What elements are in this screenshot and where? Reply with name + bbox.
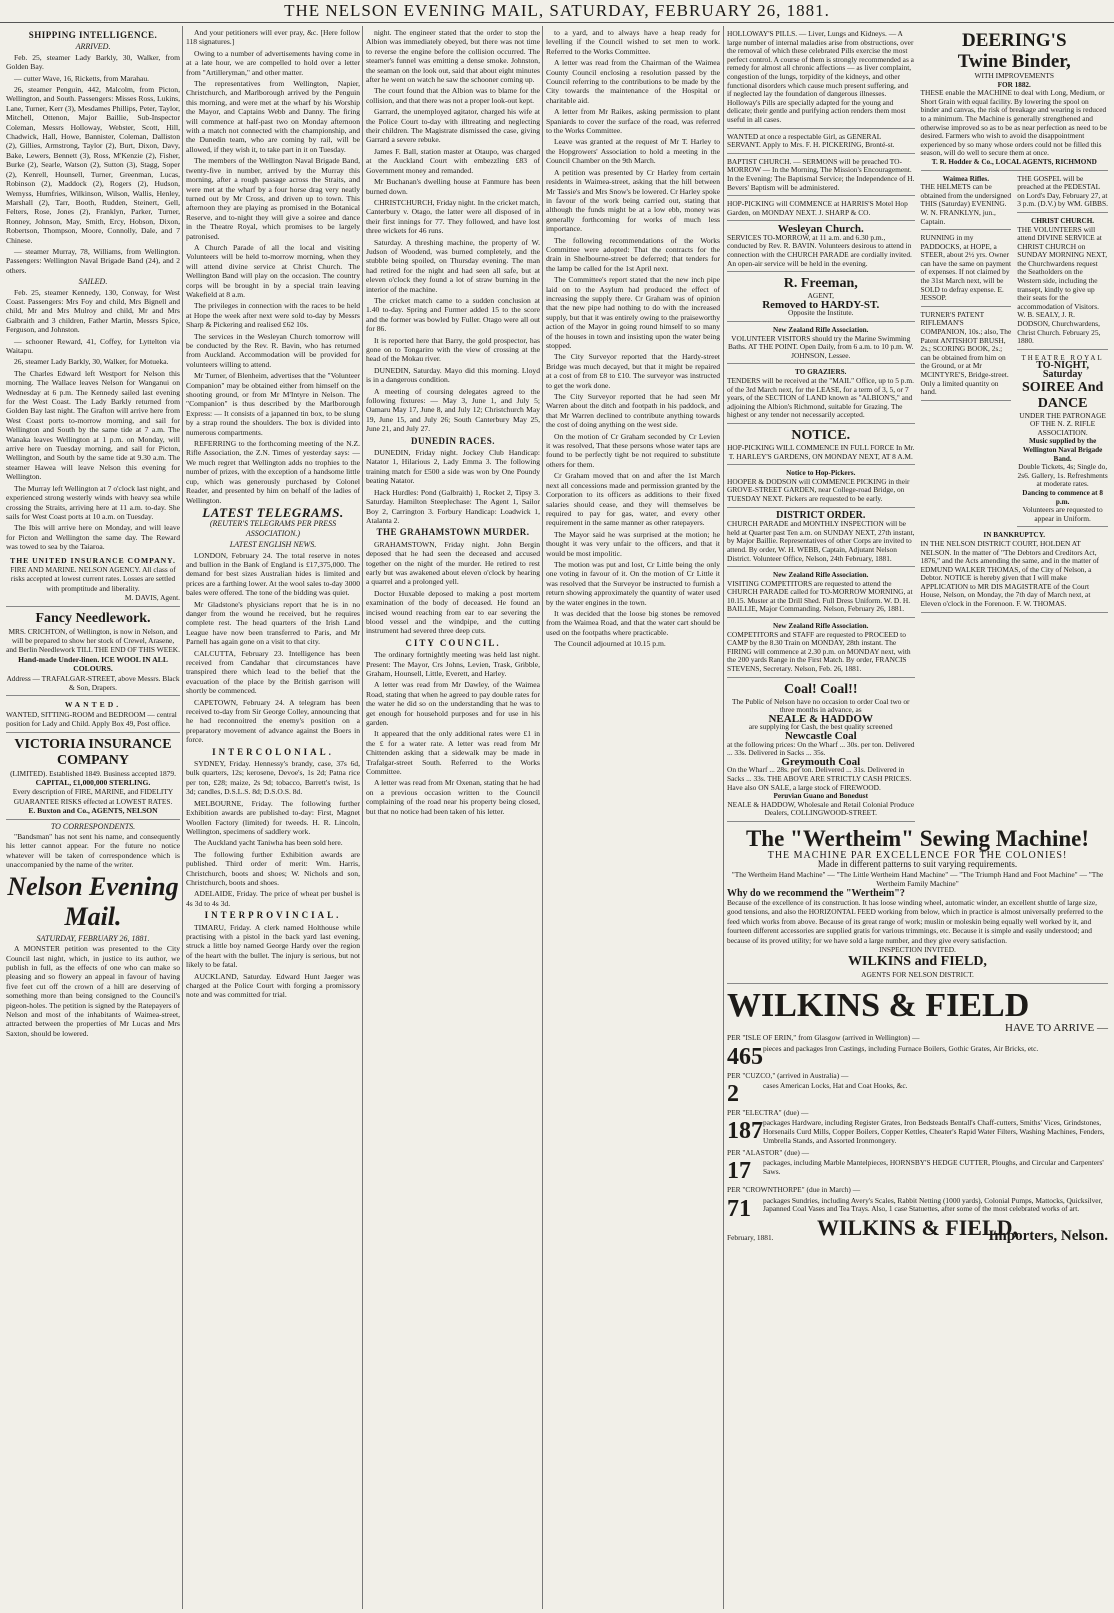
advert-paddocks [921,232,1012,307]
paragraph: The cricket match came to a sudden conclusion at 1.40 to-day. Spring and Furmer added 15 to the score and the former was bowled by Fuller. Otago were all out for 86. [366,295,540,334]
section-heading: CITY COUNCIL. [405,637,501,648]
paragraph: It is reported here that Barry, the gold prospector, has gone on to Tongariro with the view of crossing at the head of the Mokau river. [366,335,540,364]
advert-title: TO GRAZIERS. [795,368,847,377]
advert-body: Opposite the Institute. [788,308,854,318]
paragraph: night. The engineer stated that the order to stop the Albion was immediately obeyed, but there was not time to reverse the engine before the collision occurred. The steamer's funnel was emitting a dense smoke. Johnston, the seaman on the look out, said that about eight minutes after he went on watch he saw the schooner coming up. [366,28,540,85]
paragraph: The members of the Wellington Naval Brigade Band, twenty-five in number, arrived by the Murray this morning, after a rough passage across the Straits, and were met at the wharf by a four horse drag very neatly turned out by Mr Cross, and driven up to town. This afternoon they are playing as promised in the Botanical Reserve, and to-night they will give a soiree and dance in the Theatre Royal, which promises to be largely patronised. [186,156,360,241]
advert-title: VICTORIA INSURANCE COMPANY [14,736,172,768]
advert-deering [921,28,1109,171]
advert-title: Fancy Needlework. [35,610,151,626]
advert-title: NOTICE. [791,427,851,443]
paragraph: James F. Ball, station master at Otaupo, was charged at the Auckland Court with embezzling £83 of Government money and remanded. [366,146,540,175]
advert-body: AGENT, [807,291,834,301]
paragraph: A Church Parade of all the local and visiting Volunteers will be held to-morrow morning, when they will attend divine service at Christ Church. The Wellington Band will play on the occasion. The country corps will be brought in by a special train leaving Wakefield at 8 a.m. [186,242,360,299]
paragraph: GRAHAMSTOWN, Friday night. John Bergin deposed that he had seen the deceased and accused together on the night of the murder. He retired to rest early but was awakened about eleven o'clock by hearing a quarrel and a prolonged yell. [366,539,540,587]
advert-body: HOOPER & DODSON will COMMENCE PICKING in their GROVE-STREET GARDEN, near College-road Bridge, on TUESDAY NEXT. Pickers are requested to be early. [727,476,910,503]
advert-wertheim [727,824,1108,984]
paragraph: The Mayor said he was surprised at the motion; he thought it was very unfair to the officers, and that it would be most impolitic. [546,529,720,558]
advert-footer: Importers, Nelson. [988,1228,1108,1245]
advert-title: New Zealand Rifle Association. [773,571,869,580]
shipment-desc: cases American Locks, Hat and Coat Hooks, &c. [763,1081,908,1091]
advert-body: THESE enable the MACHINE to deal with Long, Medium, or Short Grain with equal facility. By lowering the spool on binder and canvas, the risk of breakage and wearing is reduced to a minimum. The Machine is generally strengthened and otherwise improved so as to be as near perfection as need to be desired. Farmers who wish to avoid the disappointment experienced by so many whose orders could not be filled this season, will do well to secure them at once. [920,88,1107,158]
shipment-count: 187 [727,1118,763,1145]
paragraph: A letter was read from Mr Oxenan, stating that he had on a previous occasion written to the Council complaining of the road near his property being closed, but that no notice had been taken of his letter. [366,778,540,816]
shipment-heading: PER "CUZCO," (arrived in Australia) — [727,1070,849,1080]
advert-title: DEERING'S [961,30,1067,51]
advert-models: "The Wertheim Hand Machine" — "The Little Wertheim Hand Machine" — "The Triumph Hand and Foot Machine" — "The Wertheim Family Machine" [731,869,1104,889]
advert-turner [921,309,1012,401]
advert-gospel [1017,173,1108,213]
paragraph: Feb. 25, steamer Kennedy, 130, Conway, for West Coast. Passengers: Mrs Foy and child, Mrs Bignell and child, Mr and Mrs Mulroy and child, Mr and Mrs Galbraith and 3 children, Father Martin, Messrs Spice, Ferguson, and Johnston. [6,287,180,335]
paragraph: It appeared that the only additional rates were £1 in the £ for a water rate. A letter was read from Mr Chittenden asking that a sidewalk may be made in Trafalgar-street South. Referred to the Works Committee. [366,729,540,777]
advert-body: TENDERS will be received at the "MAIL" Office, up to 5 p.m. of the 3rd March next, for the LEASE, for a term of 3, 5, or 7 years, of the SECTION of LAND known as "ALBION'S," and adjoining the Albion's Richmond, suitable for Grazing. The highest or any tender not necessarily accepted. [727,376,914,420]
section-heading: DUNEDIN RACES. [410,435,495,446]
advert-body: FIRE AND MARINE. NELSON AGENCY. All class of risks accepted at lowest current rates. Losses are settled with promptitude and liberality. [10,564,176,593]
paragraph: The Charles Edward left Westport for Nelson this morning. The Wallace leaves Nelson for Wanganui on Wednesday at 6 p.m. The Kennedy sailed last evening for the West Coast. The Lady Barkly returned from Golden Bay last night. The Grafton will arrive here from West Coast ports to-morrow morning, and sail for Wellington and South by the same tide at 7 a.m. The Wanaka leaves Wellington at 1 p.m. on Monday, will arrive here on Tuesday morning, and sail for Picton, Wellington, and South by the same tide at 9.30 a.m. The steamer Hawea will leave Nelson this evening for Wellington. [6,368,180,482]
paragraph: CALCUTTA, February 23. Intelligence has been received from Candahar that circumstances have transpired there which lead to the belief that the evacuation of the place by the British garrison will shortly be commenced. [186,648,360,696]
advert-title: R. Freeman, [783,276,858,292]
advert-prices: at the following prices: On the Wharf ... 30s. per ton. Delivered ... 33s. Delivered in Sacks ... 35s. [727,739,915,758]
advert-title: DISTRICT ORDER. [776,509,866,521]
paragraph: A petition was presented by Cr Harley from certain residents in Waimea-street, asking that the hill between Mr Tassie's and Mrs Snow's be lowered. Cr Harley spoke in favour of the work being carried out, stating that although the funds might be at a low ebb, money was generally forthcoming for works of much less importance. [546,167,720,234]
advert-body: RUNNING in my PADDOCKS, at HOPE, a STEER, about 2½ yrs. Owner can have the same on payment of expenses. If not claimed by the 31st March next, will be SOLD to defray expense. E. JESSOP. [920,233,1011,303]
column-3 [366,28,540,818]
advertisements-area [727,28,1108,1247]
advert-signature: M. DAVIS, Agent. [124,593,180,603]
paragraph: CAPETOWN, February 24. A telegram has been received to-day from Sir George Colley, announcing that he had reconnoitred the enemy's position on a preparatory movement of advance against the Boers in force. [186,697,360,745]
paragraph: A letter was read from Mr Dawley, of the Waimea Road, stating that when he agreed to pay double rates for the water he did so on the understanding that he was to get enough for household purposes and for use in his garden. [366,680,540,728]
advert-title: Twine Binder, [957,51,1071,72]
advert-title: New Zealand Rifle Association. [773,326,869,335]
paragraph: A meeting of coursing delegates agreed to the following fixtures: — May 3, June 1, and July 5; Oamaru May 17, June 8, and July 12; Christchurch May 19, June 15, and July 26; South Canterbury May 25, June 21, and July 27. [366,386,540,434]
section-heading: SHIPPING INTELLIGENCE. [28,30,158,40]
advert-address: Address — TRAFALGAR-STREET, above Messrs. Black & Son, Drapers. [6,673,180,692]
advert-prices: Double Tickets, 4s; Single do, 2s6. Gallery, 1s. Refreshments at moderate rates. [1017,462,1108,489]
section-heading: LATEST TELEGRAMS. [202,504,344,520]
advert-title: Notice to Hop-Pickers. [786,469,856,478]
advert-body: THE HELMETS can be obtained from the undersigned THIS (Saturday) EVENING. W. N. FRANKLYN, jun., Captain. [920,182,1012,226]
advert-graziers [727,366,915,424]
advert-title: TO-NIGHT, Saturday [1036,360,1089,380]
column-1 [6,28,180,1040]
advert-prices: On the Wharf ... 28s. per ton. Delivered ... 31s. Delivered in Sacks ... 33s. THE ABOVE ARE STRICTLY CASH PRICES. Have also ON SALE, a large stock of FIREWOOD. [727,765,912,792]
advert-body: MRS. CRICHTON, of Wellington, is now in Nelson, and will be prepared to show her stock of Crewel, Arasene, and Berlin Needlework TILL THE END OF THIS WEEK. [6,626,180,655]
advert-question: Why do we recommend the "Wertheim"? [727,887,905,899]
advert-body: COMPETITORS and STAFF are requested to PROCEED to CAMP by the 8.30 Train on MONDAY, 28th instant. The FIRING will commence at 2.30 p.m. on MONDAY next, with the 200 yards Range in the First Match. By order, FRANCIS STEVENS, Secretary. Nelson, Feb. 26, 1881. [727,629,911,674]
paragraph: SYDNEY, Friday. Hennessy's brandy, case, 37s 6d, bulk quarters, 12s; kerosene, Devoe's, 1s 2d; Patna rice per ton, £28; maize, 2s 9d; tobacco, Barrett's twist, 1s 3d; candles, D.S.L.S. 8d; D.S.O.S. 8d. [186,759,360,797]
shipment-heading: PER "ISLE OF ERIN," from Glasgow (arrived in Wellington) — [727,1033,920,1043]
paragraph: — steamer Murray, 78, Williams, from Wellington. Passengers: Wellington Naval Brigade Band (24), and 2 others. [6,246,180,275]
advert-product: Newcastle Coal [784,730,857,742]
column-2 [186,28,360,1002]
paragraph: LONDON, February 24. The total reserve in notes and bullion in the Bank of England is £17,375,000. The demand for best sizes Australian hides is limited and prices are a farthing lower. At the wool sales to-day 3000 bales were offered. The tone of the bidding was quiet. [186,550,360,598]
shipment-desc: pieces and packages Iron Castings, including Furnace Boilers, Gothic Grates, Air Bricks, etc. [763,1043,1039,1053]
advert-victoria-insurance [6,735,180,820]
shipment-item [727,1159,1108,1183]
subheading: (REUTER'S TELEGRAMS PER PRESS ASSOCIATION.) [209,519,337,538]
shipment-item [727,1082,1108,1106]
paragraph: The Auckland yacht Taniwha has been sold here. [194,838,343,848]
advert-body: FOR 1882. [997,80,1031,89]
paragraph: Feb. 25, steamer Lady Barkly, 30, Walker, from Golden Bay. [6,52,180,72]
advert-christ-church [1017,215,1108,350]
issue-date: SATURDAY, FEBRUARY 26, 1881. [36,933,150,943]
paragraph: It was decided that the loose big stones be removed from the Waimea Road, and that the water cart should be used on the footpaths where practicable. [546,608,720,637]
advert-body: CHURCH PARADE and MONTHLY INSPECTION will be held at Quarter past Ten a.m. on SUNDAY NEXT, 27th instant, by Major Baillie. Representatives of other Corps are invited to attend. By order, W. H. WEBB, Captain, Adjutant Nelson District. Volunteer Office, Nelson, 24th February, 1881. [727,519,915,563]
advert-body: Volunteers are requested to appear in Uniform. [1022,505,1103,523]
paragraph: 26, steamer Lady Barkly, 30, Walker, for Motueka. [14,357,169,367]
paragraph: A letter from Mr Raikes, asking permission to plant Spaniards to cover the surface of the road, was referred to the Works Committee. [546,107,720,136]
advert-capital: CAPITAL, £1,000,000 STERLING. [35,778,151,788]
paragraph: CHRISTCHURCH, Friday night. In the cricket match, Canterbury v. Otago, the latter were all disposed of in their first innings for 77. They followed, and have lost three wickets for 46 runs. [366,197,540,236]
paragraph: Mr Gladstone's physicians report that he is in no danger from the wound he received, but he requires complete rest. The head quarters of the Irish Land League have now been transferred to Paris, and Mr Parnell has again gone on a visit to that city. [186,599,360,647]
advert-district-order [727,510,915,568]
paragraph: — schooner Reward, 41, Coffey, for Lyttelton via Waitapu. [6,336,180,355]
advert-body: BAPTIST CHURCH. — SERMONS will be preached TO-MORROW — In the Morning, The Mission's Encouragement. In the Evening: The Baptismal Service; the Independence of H. Bevers' Baptism will be administered. [727,156,915,192]
paragraph: to a yard, and to always have a heap ready for levelling if the Council wished to set men to work. Referred to the Works Committee. [546,28,720,56]
newspaper-nameplate: Nelson Evening Mail. [7,871,179,931]
advert-agent: T. R. Hodder & Co., LOCAL AGENTS, RICHMOND [931,157,1097,166]
advert-title: THE UNITED INSURANCE COMPANY. [10,555,176,565]
paragraph: MELBOURNE, Friday. The following further Exhibition awards are published to-day: First, Magnet Woollen Factory (limited) for tweeds. H. R. Lincoln, Wellington, specimens of saddlery work. [186,798,360,836]
advert-body: SERVICES TO-MORROW, at 11 a.m. and 6.30 p.m., conducted by Rev. R. BAVIN. Volunteers desirous to attend in connection with the CHURCH PARADE are cordially invited. An open-air service will be held in the evening. [727,232,912,268]
advert-fancy-needlework [6,609,180,697]
paragraph: The following recommendations of the Works Committee were adopted: That the contracts for the drain in Shelbourne-street be deferred; that tenders for the lamp be called for the 1st April next. [546,235,720,273]
paragraph: The representatives from Wellington, Napier, Christchurch, and Marlborough arrived by the Penguin this morning, and were met at the wharf by his Worship the Mayor, and Captains Webb and Danny. The firing will commence at half-past two on Monday afternoon with a match not connected with the championship, and the Dunedin team, who are coming by rail, will be allowed, if they wish it, to take part in it on Tuesday. [186,79,360,154]
advert-title: WILKINS & FIELD [727,986,1030,1024]
advert-title: THEATRE ROYAL [1021,353,1104,362]
advert-freeman [727,274,915,322]
paragraph: The Ibis will arrive here on Monday, and will leave for Picton and Wellington the same day. The Reward was towed to sea by the Taiaroa. [6,523,180,552]
advert-body: VISITING COMPETITORS are requested to attend the CHURCH PARADE called for TO-MORROW MORNING, at 10.15. Muster at the Drill Shed. Full Dress Uniform. W. D. H. BAILLIE, Major Commanding. Nelson, February 26, 1881. [727,578,913,614]
advert-body: HOLLOWAY'S PILLS. — Liver, Lungs and Kidneys. — A large number of internal maladies arise from obstructions, over the removal of which these celebrated Pills exercise the most perfect control. A course of them is strongly recommended as a remedy for almost all chronic affections — as liver complaint, congestion of the lungs, torpidity of the kidneys, and other functional disorders which cause much present suffering, and if neglected lay the foundation of dangerous illnesses. Holloway's Pills are specially adapted for the young and delicate; their gentle and purifying action renders them most useful in all cases. [727,29,914,124]
advert-footer: WILKINS & FIELD, [816,1214,1019,1240]
advert-holloway [727,28,915,129]
page-masthead: THE NELSON EVENING MAIL, SATURDAY, FEBRUARY 26, 1881. [0,0,1114,23]
section-heading: THE GRAHAMSTOWN MURDER. [376,527,530,538]
advert-body: Dancing to commence at 8 p.m. [1022,488,1103,506]
advert-date: February, 1881. [727,1233,774,1243]
advert-rifle-camp [727,620,915,678]
paragraph: Leave was granted at the request of Mr T. Harley to the Hopgrowers' Association to hold a meeting in the Council Chamber on the 9th March. [546,137,720,166]
shipment-heading: PER "ELECTRA" (due) — [727,1108,809,1118]
paragraph: Mr Turner, of Blenheim, advertises that the "Volunteer Companion" may be obtained either from himself on the shooting ground, or from Mr M'Intyre in Nelson. The "Companion" is thus described by the Marlborough Express: — It consists of a japanned tin box, to be slung by a strap round the shoulders. The box is divided into numerous compartments. [186,371,360,437]
advert-wesleyan [727,223,915,272]
paragraph: Owing to a number of advertisements having come in at a late hour, we are compelled to hold over a letter from "Artilleryman," and other matter. [186,48,360,77]
paragraph: The services in the Wesleyan Church tomorrow will be conducted by the Rev. R. Bavin, who has returned from Auckland. Accommodation will be provided for volunteers willing to attend. [186,331,360,369]
paragraph: The Committee's report stated that the new inch pipe laid on to the Asylum had produced the effect of increasing the supply there. Cr Graham was of opinion that the new pipe had nothing to do with the increased supply, but that it was entirely owing to the praiseworthy action of the Mayor in going round himself to so many of the houses in town and insisting upon the water being stopped. [546,275,720,350]
advert-body: are supplying for Cash, the best quality screened [748,722,893,732]
advert-wilkins-field [727,986,1108,1246]
subheading: SAILED. [78,277,108,287]
advert-coal [727,680,915,822]
paragraph: TIMARU, Friday. A clerk named Holthouse while practising with a pistol in the back yard last evening, struck a little boy named George Hardy over the region of the heart with the bullet. The injury is serious, but not likely to be fatal. [186,922,360,970]
shipment-count: 17 [727,1158,751,1185]
paragraph: 26, steamer Penguin, 442, Malcolm, from Picton, Wellington, and South. Passengers: Misses Ross, Lukins, Lane, Turner, Kerr (3), Mesdames Phillips, Peter, Taylor, Mitchell, Ottenon, Major Baillie, Sub-Inspector Coleman, Messrs Holloway, Webster, Scott, Hill, Chadwick, Hall, Howe, Bannister, Coleman, Dalliston (2), Gillies, Armstrong, Taylor (2), Burt, Dixon, Davy, Bake, Lewers, Bennett (3), Ross, M'Kenzie (2), Fisher, Burke (2), Searle, Watson (2), Sutton (3), Stagg, Soper (2), Kenrell, Hounsell, Turner, Greenman, Lucas, Robinson (2), Maddock (2), Rogers (2), Hudson, Wemyss, Humfries, Wilkinson, Wilson, Wallis, Henley, Marshall (2), Tarr, Booth, Rudden, Steinert, Gell, Felters, Rose, Jones (2), Franklyn, Parker, Turner, Ronney, Johnson, May, Smith, Ercy, Hobson, Dixon, Robertson, Thompson, Moore, Connolly, Dale, and 7 Chinese. [6,85,180,245]
shipment-count: 71 [727,1195,751,1222]
advert-body: THE GOSPEL will be preached at the PEDESTAL on Lord's Day, February 27, at 3 p.m. (D.V.) by WM. GIBBS. [1017,173,1108,209]
subheading: LATEST ENGLISH NEWS. [229,540,317,550]
paragraph: On the motion of Cr Graham seconded by Cr Levien it was resolved, That these persons whose water taps are found to be perfectly tight be not required to substitute others for them. [546,431,720,469]
paragraph: The Council adjourned at 10.15 p.m. [554,639,666,649]
advert-agent: WILKINS and FIELD, [848,954,987,970]
paragraph: The ordinary fortnightly meeting was held last night. Present: The Mayor, Crs Johns, Levien, Trask, Gribble, Graham, Hounsell, Little, Everett, and Harley. [366,650,540,678]
advert-hop-sharp [727,198,915,221]
advert-product: Peruvian Guano and Bonedust [773,792,868,801]
column-rule [362,26,363,1609]
advert-agent: E. Buxton and Co., AGENTS, NELSON [28,806,158,816]
advert-title: CHRIST CHURCH. [1031,216,1095,225]
shipment-heading: PER "ALASTOR" (due) — [727,1147,810,1157]
paragraph: DUNEDIN, Saturday. Mayo did this morning. Lloyd is in a dangerous condition. [366,365,540,385]
advert-body: The Public of Nelson have no occasion to order Coal two or three months in advance, as [731,696,910,715]
shipment-item [727,1045,1108,1069]
paragraph: Garrard, the unemployed agitator, charged his wife at the Police Court to-day with illtreating and neglecting their children. The Magistrate dismissed the case, giving Garrard a severe rebuke. [366,107,540,145]
advert-company: NEALE & HADDOW [768,712,873,725]
advert-title: Waimea Rifles. [942,174,990,183]
advert-subtitle: Made in different patterns to suit varying requirements. [817,859,1018,870]
advert-notice-harley [727,426,915,465]
paragraph: REFERRING to the forthcoming meeting of the N.Z. Rifle Association, the Z.N. Times of yesterday says: — We much regret that Wellington adds no trophies to the number of prizes, with the exception of a handsome little cup, which was generously purchased by Colonel Reader, and presented by him on behalf of the ladies of Wellington. [186,439,360,505]
advert-agent: AGENTS FOR NELSON DISTRICT. [861,970,974,980]
advert-rifle-church-parade [727,569,915,618]
advert-body: THE VOLUNTEERS will attend DIVINE SERVICE at CHRIST CHURCH on SUNDAY MORNING NEXT, the Churchwardens request the Seatholders on the Western side, including the transept, kindly to give up their seats for the accommodation of Visitors. W. B. SEALY, J. R. DODSON, Churchwardens, Christ Church. February 25, 1880. [1017,224,1108,346]
paragraph: The following further Exhibition awards are published. Third order of merit: Wm. Harris, Christchurch, boots and shoes; W. Nichols and son, Christchurch, boots and shoes. [186,849,360,887]
advert-title: New Zealand Rifle Association. [773,622,869,631]
advert-title: IN BANKRUPTCY. [983,531,1046,540]
advert-swimming-baths [727,324,915,364]
advert-title: Wesleyan Church. [777,223,864,236]
advert-subtitle: THE MACHINE PAR EXCELLENCE FOR THE COLONIES! [767,849,1068,861]
advert-theatre [1017,352,1108,528]
column-rule [542,26,543,1609]
advert-title: SOIREE And DANCE [1021,379,1104,411]
advert-body: HOP-PICKING WILL COMMENCE IN FULL FORCE In Mr. T. HARLEY'S GARDENS, ON MONDAY NEXT, AT 8 A.M. [727,442,915,461]
shipment-heading: PER "CROWNTHORPE" (due in March) — [727,1185,861,1195]
advert-title: WANTED. [64,700,122,710]
subheading: ARRIVED. [75,42,111,52]
advert-body: Music supplied by the Wellington Naval Brigade Band. [1022,437,1103,463]
paragraph: ADELAIDE, Friday. The price of wheat per bushel is 4s 3d to 4s 3d. [186,889,360,908]
shipment-desc: packages Hardware, including Register Grates, Iron Bedsteads Bentall's Chaff-cutters, Smiths' Vices, Grindstones, Horsenails Curd Mills, Copper Boilers, Copper Kettles, Cheater's Rapid Water Filters, Washing Machines, Fenders, Umbrella Stands, and Assorted Ironmongery. [763,1118,1105,1146]
advert-product: Greymouth Coal [781,755,861,768]
paragraph: A letter was read from the Chairman of the Waimea County Council enclosing a resolution passed by the Council referring to the contributions to be made by the City towards the maintenance of the Hospital or charitable aid. [546,58,720,105]
advert-body: WANTED at once a respectable Girl, as GENERAL SERVANT. Apply to Mrs. F. H. PICKERING, Bronté-st. [727,131,895,150]
advert-body: WITH IMPROVEMENTS [974,71,1054,80]
advert-body: (LIMITED). Established 1849. Business accepted 1879. [10,768,176,778]
advert-body: Removed to HARDY-ST. [762,298,880,311]
advert-title: The "Wertheim" Sewing Machine! [745,825,1090,851]
advert-bankruptcy [921,529,1109,612]
advert-waimea-rifles [921,173,1012,231]
advert-baptist [727,156,915,196]
shipment-count: 465 [727,1043,763,1070]
paragraph: Cr Graham moved that on and after the 1st March next all concessions made and permission granted by the Corporation to its officers as additions to their fixed salaries should cease, and they will themselves be required to pay for gas, water, and every other requirement in the same manner as other ratepayers. [546,471,720,528]
section-heading: INTERCOLONIAL. [212,746,334,757]
paragraph: Doctor Huxable deposed to making a post mortem examination of the body of deceased. He found an incised wound reaching from ear to ear severing the blood vessel and the windpipe, and the cutting instrument had severed three deep cuts. [366,588,540,636]
advert-body: NEALE & HADDOW, Wholesale and Retail Colonial Produce Dealers, COLLINGWOOD-STREET. [727,799,915,818]
advert-body: Because of the excellence of its construction. It has loose winding wheel, automatic winder, an excellent shuttle of large size, good tensions, and also the HORIZONTAL FEED working from below, which in practice is almost universally preferred to the feed which works from above. Because of its great range of work; muslin or moleskin being equally well worked by it, and fourteen different accessories are supplied gratis for various trimmings, etc. Because it is simple and easily understood; and because of its proved utility; for we have sold a large number, and they give every satisfaction. [727,897,1103,945]
paragraph: AUCKLAND, Saturday. Edward Hunt Jaeger was charged at the Police Court with forging a promissory note and was committed for trial. [186,971,360,1000]
advert-body: Every description of FIRE, MARINE, and FIDELITY GUARANTEE RISKS effected at LOWEST RATES. [12,787,174,806]
advert-body: VOLUNTEER VISITORS should try the Marine Swimming Baths. AT THE POINT. Open Daily, from 6 a.m. to 10 p.m. W. JOHNSON, Lessee. [727,333,914,360]
shipment-count: 2 [727,1081,739,1108]
subheading: TO CORRESPONDENTS. [50,821,136,831]
shipment-desc: packages Sundries, including Avery's Scales, Rabbit Netting (1000 yards), Colonial Pumps, Mattocks, Quicksilver, Japanned Coal Vases and Tea Trays. Also, 1 case Statuettes, after some of the most celebrated works of art. [763,1195,1103,1214]
advert-body: Hand-made Under-linen. ICE WOOL IN ALL COLOURS. [18,654,168,674]
paragraph: The motion was put and lost, Cr Little being the only one voting in favour of it. On the motion of Cr Little it was resolved that the Surveyor be instructed to furnish a return showing approximately the quantity of water used by the water engines in the town. [546,559,720,607]
advert-body: UNDER THE PATRONAGE OF THE N. Z. RIFLE ASSOCIATION. [1019,410,1106,437]
paragraph: The court found that the Albion was to blame for the collision, and that there was not a proper look-out kept. [366,86,540,105]
advert-subtitle: HAVE TO ARRIVE — [1005,1021,1108,1034]
shipment-desc: packages, including Marble Mantelpieces, HORNSBY'S HEDGE CUTTER, Ploughs, and Circular and Carpenters' Saws. [763,1158,1104,1177]
column-rule [182,26,183,1609]
paragraph: Mr Buchanan's dwelling house at Fanmure has been burned down. [366,177,540,196]
advert-wanted [6,698,180,732]
section-heading: INTERPROVINCIAL. [204,910,342,921]
advert-united-insurance [6,554,180,607]
paragraph: The privileges in connection with the races to be held at Hope the week after next were sold to-day by Messrs Sharp & Pickering and realised £62 10s. [186,301,360,330]
paragraph: The City Surveyor reported that the Hardy-street Bridge was much decayed, but that it might be repaired at a cost of from £8 to £10. The surveyor was instructed to get the work done. [546,352,720,390]
paragraph: And your petitioners will ever pray, &c. [Here follow 118 signatures.] [186,28,360,47]
paragraph: Hack Hurdles: Pond (Galbraith) 1, Rocket 2, Tipsy 3. Saturday. Hamilton Steeplechase: The Agent 1, Sailor Boy 2, Carrington 3. Forbury Handicap: Loadwick 1, Atalanta 2. [366,487,540,525]
advert-body: HOP-PICKING will COMMENCE at HARRIS'S Motel Hop Garden, on MONDAY NEXT. J. SHARP & CO. [727,199,908,217]
advert-title: Coal! Coal!! [784,681,858,697]
advert-body: IN THE NELSON DISTRICT COURT, HOLDEN AT NELSON. In the matter of "The Debtors and Creditors Act, 1876," and the Acts amending the same, and in the matter of EDMUND WALKER THOMAS, of the City of Nelson, a Debtor. NOTICE is hereby given that I will make APPLICATION to MR DIS MAGISTRATE of the Court House, Nelson, on Monday, the 7th day of March next, at Eleven o'clock in the Forenoon. F. W. THOMAS. [920,538,1099,609]
paragraph: — cutter Wave, 16, Ricketts, from Marahau. [14,73,150,83]
advert-body: WANTED, SITTING-ROOM and BEDROOM — central position for Lady and Child. Apply Box 49, Post office. [6,709,177,729]
column-4 [546,28,720,651]
paragraph: DUNEDIN, Friday night. Jockey Club Handicap: Natator 1, Hilarious 2, Lady Emma 3. The following training match for £500 a side was won by One Poundy beating Natator. [366,448,540,486]
paragraph: "Bandsman" has not sent his name, and consequently his letter cannot appear. For the future no notice whatever will be taken of correspondence which is unaccompanied by the name of the writer. [6,832,180,870]
advert-body: TURNER'S PATENT RIFLEMAN'S COMPANION, 10s.; also, The Patent ANTISHOT BRUSH, 2s.; SCORING BOOK, 2s.; can be obtained from him on the Ground, or at Mr MCINTYRE'S, Bridge-street. Only a limited quantity on hand. [920,309,1012,397]
advert-servant [727,131,915,154]
column-rule [723,26,724,1609]
shipment-item [727,1119,1108,1145]
advert-hop-pickers [727,467,915,507]
lead-article: A MONSTER petition was presented to the City Council last night, which, in justice to its author, we publish in full, as the effects of one who can make so pleasing and so flowery an appeal in favour of having five feet cut off the crown of a hill are deserving of something more than being consigned to the Council's pigeon-holes. The petition is signed by the Ratepayers of Nelson and most of the inhabitants of Waimea-street, attracted between the properties of Mr Lucas and Mrs Saxton, should be lowered. [6,944,180,1038]
paragraph: The City Surveyor reported that he had seen Mr Warren about the ditch and footpath in his paddock, and that Mr Warren declined to contribute anything towards the cost of doing anything on the west side. [546,392,720,430]
paragraph: The Murray left Wellington at 7 o'clock last night, and experienced strong westerly winds with heavy sea while crossing the Straits, arriving here at 11 a.m. to-day. She sails for West Coast ports at 10 a.m. on Tuesday. [6,483,180,521]
advert-body: INSPECTION INVITED. [879,945,956,954]
paragraph: Saturday. A threshing machine, the property of W. Judson of Woodend, was burned completely, and the stubble being spoiled, on Thursday evening. The man had retired for the night and had seen all safe, but at eleven o'clock they found a lot of straw burning in the interior of the machine. [366,237,540,294]
